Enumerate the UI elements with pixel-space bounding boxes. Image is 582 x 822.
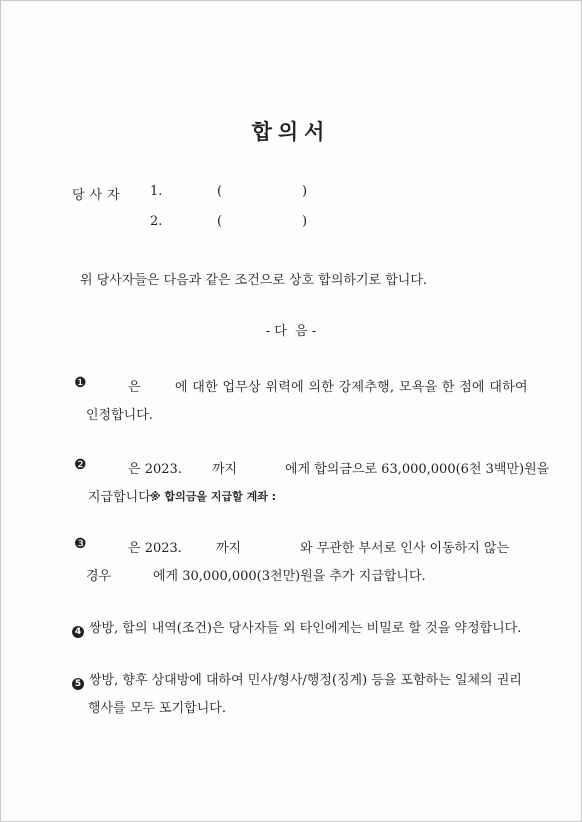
item-1-text-c: 인정합니다. [86,408,153,423]
party-1-number: 1. [150,184,163,199]
item-2-text-d: 지급합니다. [88,490,155,505]
parties-label: 당사자 [72,188,125,203]
item-3-marker: ❸ [74,536,87,552]
party-2-number: 2. [150,214,163,229]
divider-heading: - 다 음 - [265,324,317,339]
item-1-marker: ❶ [74,375,87,391]
item-2-account-note: ※ 합의금을 지급할 계좌 : [150,490,277,503]
item-2-text-c: 에게 합의금으로 63,000,000(6천 3백만)원을 [285,462,550,477]
item-2-marker: ❷ [74,457,87,473]
item-3-text-a: 은 2023. [128,541,182,556]
party-1-close-paren: ) [302,184,308,199]
item-1-text-a: 은 [128,380,141,395]
item-2-text-a: 은 2023. [128,462,182,477]
party-1-open-paren: ( [217,184,223,199]
item-4-text: 쌍방, 합의 내역(조건)은 당사자들 외 타인에게는 비밀로 할 것을 약정합니다. [89,621,522,636]
item-5-text-a: 쌍방, 향후 상대방에 대하여 민사/형사/행정(징계) 등을 포함하는 일체의 권리 [89,673,522,688]
item-4-marker [72,619,84,638]
intro-text: 위 당사자들은 다음과 같은 조건으로 상호 합의하기로 합니다. [80,273,428,288]
item-3-text-e: 에게 30,000,000(3천만)원을 추가 지급합니다. [153,569,426,584]
item-3-text-d: 경우 [86,569,112,584]
item-5-text-b: 행사를 모두 포기합니다. [88,701,226,716]
document-title: 합의서 [251,119,331,144]
item-5-number-badge: 5 [72,678,84,690]
party-2-open-paren: ( [217,214,223,229]
item-3-text-c: 와 무관한 부서로 인사 이동하지 않는 [300,541,510,556]
item-4-number-badge: 4 [72,626,84,638]
party-2-close-paren: ) [302,214,308,229]
item-2-text-b: 까지 [212,462,238,477]
item-5-marker [72,671,84,690]
item-1-text-b: 에 대한 업무상 위력에 의한 강제추행, 모욕을 한 점에 대하여 [175,380,528,395]
item-3-text-b: 까지 [216,541,242,556]
